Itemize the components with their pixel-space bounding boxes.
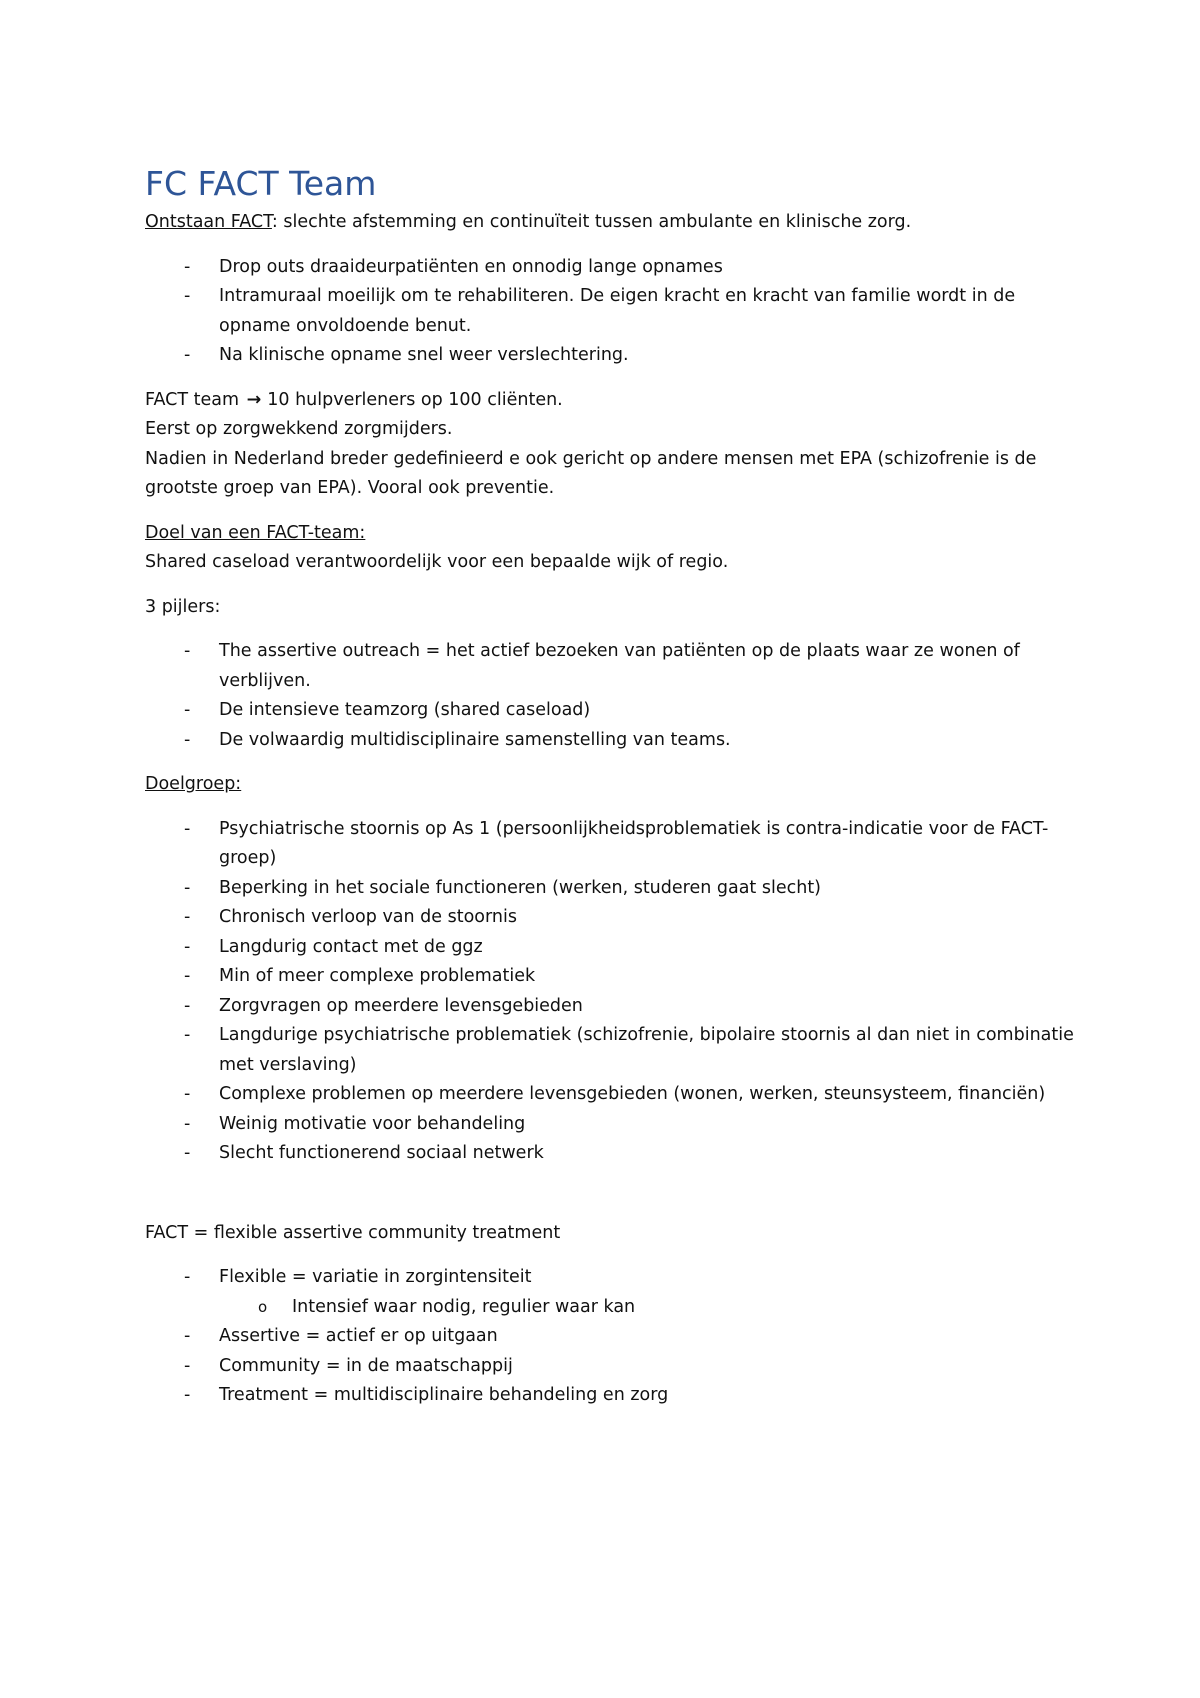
ontstaan-text: : slechte afstemming en continuïteit tussen ambulante en klinische zorg. (271, 212, 912, 232)
ontstaan-label: Ontstaan FACT (145, 212, 272, 232)
doelgroep-heading: Doelgroep: (145, 774, 242, 794)
dash-marker: - (184, 1267, 191, 1287)
doel-heading: Doel van een FACT-team: (145, 522, 366, 543)
fact-definition-list (145, 1263, 1075, 1293)
list-item: - De volwaardig multidisciplinaire samenstelling van teams. (145, 726, 1075, 756)
fact-team-line-3: Nadien in Nederland breder gedefinieerd e ook gericht op andere mensen met EPA (schizofrenie is de grootste groep van EPA). Vooral ook preventie. (145, 448, 1037, 498)
list-item: - Langdurig contact met de ggz (145, 933, 1075, 963)
list-item: - Na klinische opname snel weer verslechtering. (145, 341, 1075, 371)
dash-marker: - (184, 818, 191, 839)
list-item: - Weinig motivatie voor behandeling (145, 1110, 1075, 1140)
arrow-right-icon: → (246, 389, 262, 410)
dash-marker: - (184, 1326, 191, 1346)
fact-definition: FACT = flexible assertive community treatment (145, 1222, 561, 1243)
list-item: - Chronisch verloop van de stoornis (145, 903, 1075, 933)
dash-marker: - (184, 877, 191, 898)
list-item: - Assertive = actief er op uitgaan (145, 1322, 1075, 1352)
dash-marker: - (184, 641, 191, 661)
list-item: - Min of meer complexe problematiek (145, 962, 1075, 992)
list-item: - Psychiatrische stoornis op As 1 (persoonlijkheidsproblematiek is contra-indicatie voor de FACT-groep) (145, 815, 1075, 874)
ontstaan-list (145, 253, 1075, 371)
dash-marker: - (184, 286, 191, 306)
doel-text: Shared caseload verantwoordelijk voor een bepaalde wijk of regio. (145, 552, 729, 572)
pijlers-heading: 3 pijlers: (145, 596, 221, 617)
dash-marker: - (184, 936, 191, 957)
list-item: - Community = in de maatschappij (145, 1352, 1075, 1382)
doelgroep-list (145, 815, 1075, 1169)
list-item: - De intensieve teamzorg (shared caseload) (145, 696, 1075, 726)
dash-marker: - (184, 995, 191, 1016)
list-item: o Intensief waar nodig, regulier waar kan (145, 1293, 1075, 1323)
dash-marker: - (184, 256, 191, 277)
document-body (145, 162, 1075, 1411)
dash-marker: - (184, 1084, 191, 1104)
dash-marker: - (184, 1385, 191, 1405)
fact-definition-list-rest (145, 1322, 1075, 1411)
fact-team-line: FACT team → 10 hulpverleners op 100 cliënten. (145, 386, 1075, 416)
list-item: - Langdurige psychiatrische problematiek (schizofrenie, bipolaire stoornis al dan niet in combinatie met verslaving) (145, 1021, 1075, 1080)
dash-marker: - (184, 1113, 191, 1134)
dash-marker: - (184, 729, 191, 750)
list-item: - Beperking in het sociale functioneren (werken, studeren gaat slecht) (145, 874, 1075, 904)
ontstaan-paragraph (145, 208, 1075, 238)
dash-marker: - (184, 907, 191, 927)
dash-marker: - (184, 1025, 191, 1045)
list-item: - Intramuraal moeilijk om te rehabiliteren. De eigen kracht en kracht van familie wordt in de opname onvoldoende benut. (145, 282, 1075, 341)
dash-marker: - (184, 966, 191, 986)
dash-marker: - (184, 1143, 191, 1163)
list-item: - Drop outs draaideurpatiënten en onnodig lange opnames (145, 253, 1075, 283)
fact-team-line-2: Eerst op zorgwekkend zorgmijders. (145, 419, 453, 439)
page-title: FC FACT Team (145, 164, 377, 203)
list-item: - Zorgvragen op meerdere levensgebieden (145, 992, 1075, 1022)
list-item: - Treatment = multidisciplinaire behandeling en zorg (145, 1381, 1075, 1411)
list-item: - Flexible = variatie in zorgintensiteit (145, 1263, 1075, 1293)
list-item: - Complexe problemen op meerdere levensgebieden (wonen, werken, steunsysteem, financiën) (145, 1080, 1075, 1110)
dash-marker: - (184, 345, 191, 365)
list-item: - Slecht functionerend sociaal netwerk (145, 1139, 1075, 1169)
dash-marker: - (184, 1355, 191, 1376)
list-item: - The assertive outreach = het actief bezoeken van patiënten op de plaats waar ze wonen of verblijven. (145, 637, 1075, 696)
pijlers-list (145, 637, 1075, 755)
flexible-sublist (145, 1293, 1075, 1323)
circle-bullet-marker: o (258, 1297, 268, 1316)
dash-marker: - (184, 700, 191, 720)
